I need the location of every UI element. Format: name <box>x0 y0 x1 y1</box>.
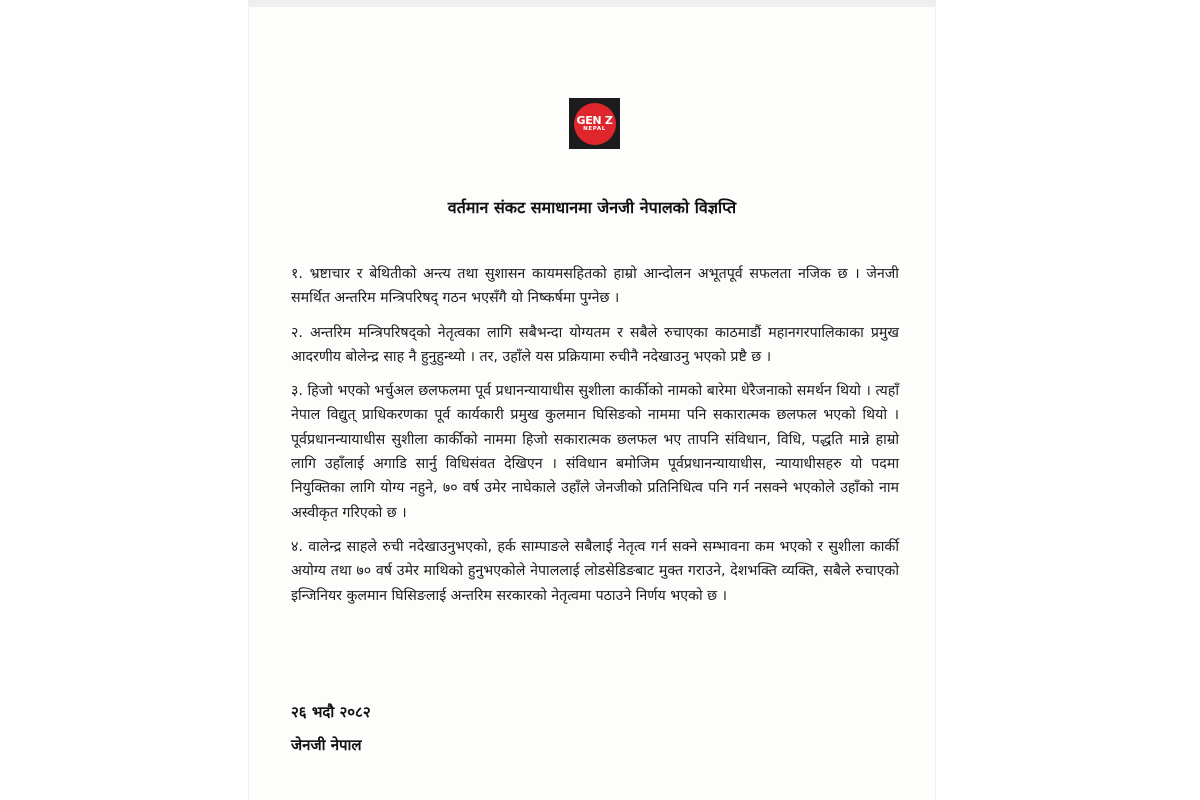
genz-nepal-logo <box>569 98 620 149</box>
logo-text-nepal: NEPAL <box>583 125 606 132</box>
paragraph-4: ४. वालेन्द्र साहले रुची नदेखाउनुभएको, हर्क साम्पाङले सबैलाई नेतृत्व गर्न सक्ने सम्भावना कम भएको र सुशीला कार्की अयोग्य तथा ७० वर्ष उमेर माथिको हुनुभएकोले नेपाललाई लोडसेडिङबाट मुक्त गराउने, देशभक्ति व्यक्ति, सबैले रुचाएको इन्जिनियर कुलमान घिसिङलाई अन्तरिम सरकारको नेतृत्वमा पठाउने निर्णय भएको छ । <box>291 538 899 604</box>
top-border-strip <box>249 0 935 7</box>
document-page <box>249 0 935 800</box>
paragraph-2: २. अन्तरिम मन्त्रिपरिषद्को नेतृत्वका लागि सबैभन्दा योग्यतम र सबैले रुचाएका काठमाडौं महानगरपालिकाका प्रमुख आदरणीय बोलेन्द्र साह नै हुनुहुन्थ्यो । तर, उहाँले यस प्रक्रियामा रुचीनै नदेखाउनु भएको प्रष्टै छ । <box>291 324 899 365</box>
paragraph-1: १. भ्रष्टाचार र बेथितीको अन्त्य तथा सुशासन कायमसहितको हाम्रो आन्दोलन अभूतपूर्व सफलता नजिक छ । जेनजी समर्थित अन्तरिम मन्त्रिपरिषद् गठन भएसँगै यो निष्कर्षमा पुग्नेछ । <box>291 266 899 307</box>
logo-red-circle <box>574 103 616 145</box>
document-signature: जेनजी नेपाल <box>291 736 362 754</box>
paragraph-3: ३. हिजो भएको भर्चुअल छलफलमा पूर्व प्रधानन्यायाधीस सुशीला कार्कीको नामको बारेमा धेरैजनाको समर्थन थियो । त्यहाँ नेपाल विद्युत् प्राधिकरणका पूर्व कार्यकारी प्रमुख कुलमान घिसिङको नाममा पनि सकारात्मक छलफल भएको थियो । पूर्वप्रधानन्यायाधीस सुशीला कार्कीको नाममा हिजो सकारात्मक छलफल भए तापनि संविधान, विधि, पद्धति मान्ने हाम्रो लागि उहाँलाई अगाडि सार्नु विधिसंवत देखिएन । संविधान बमोजिम पूर्वप्रधानन्यायाधीस, न्यायाधीसहरु यो पदमा नियुक्तिका लागि योग्य नहुने, ७० वर्ष उमेर नाघेकाले उहाँले जेनजीको प्रतिनिधित्व पनि गर्न नसक्ने भएकोले उहाँको नाम अस्वीकृत गरिएको छ । <box>291 383 899 521</box>
logo-text-genz: GEN Z <box>576 113 613 127</box>
document-date: २६ भदौ २०८२ <box>291 703 371 721</box>
document-title: वर्तमान संकट समाधानमा जेनजी नेपालको विज्ञप्ति <box>447 198 737 217</box>
document-body <box>291 262 899 618</box>
